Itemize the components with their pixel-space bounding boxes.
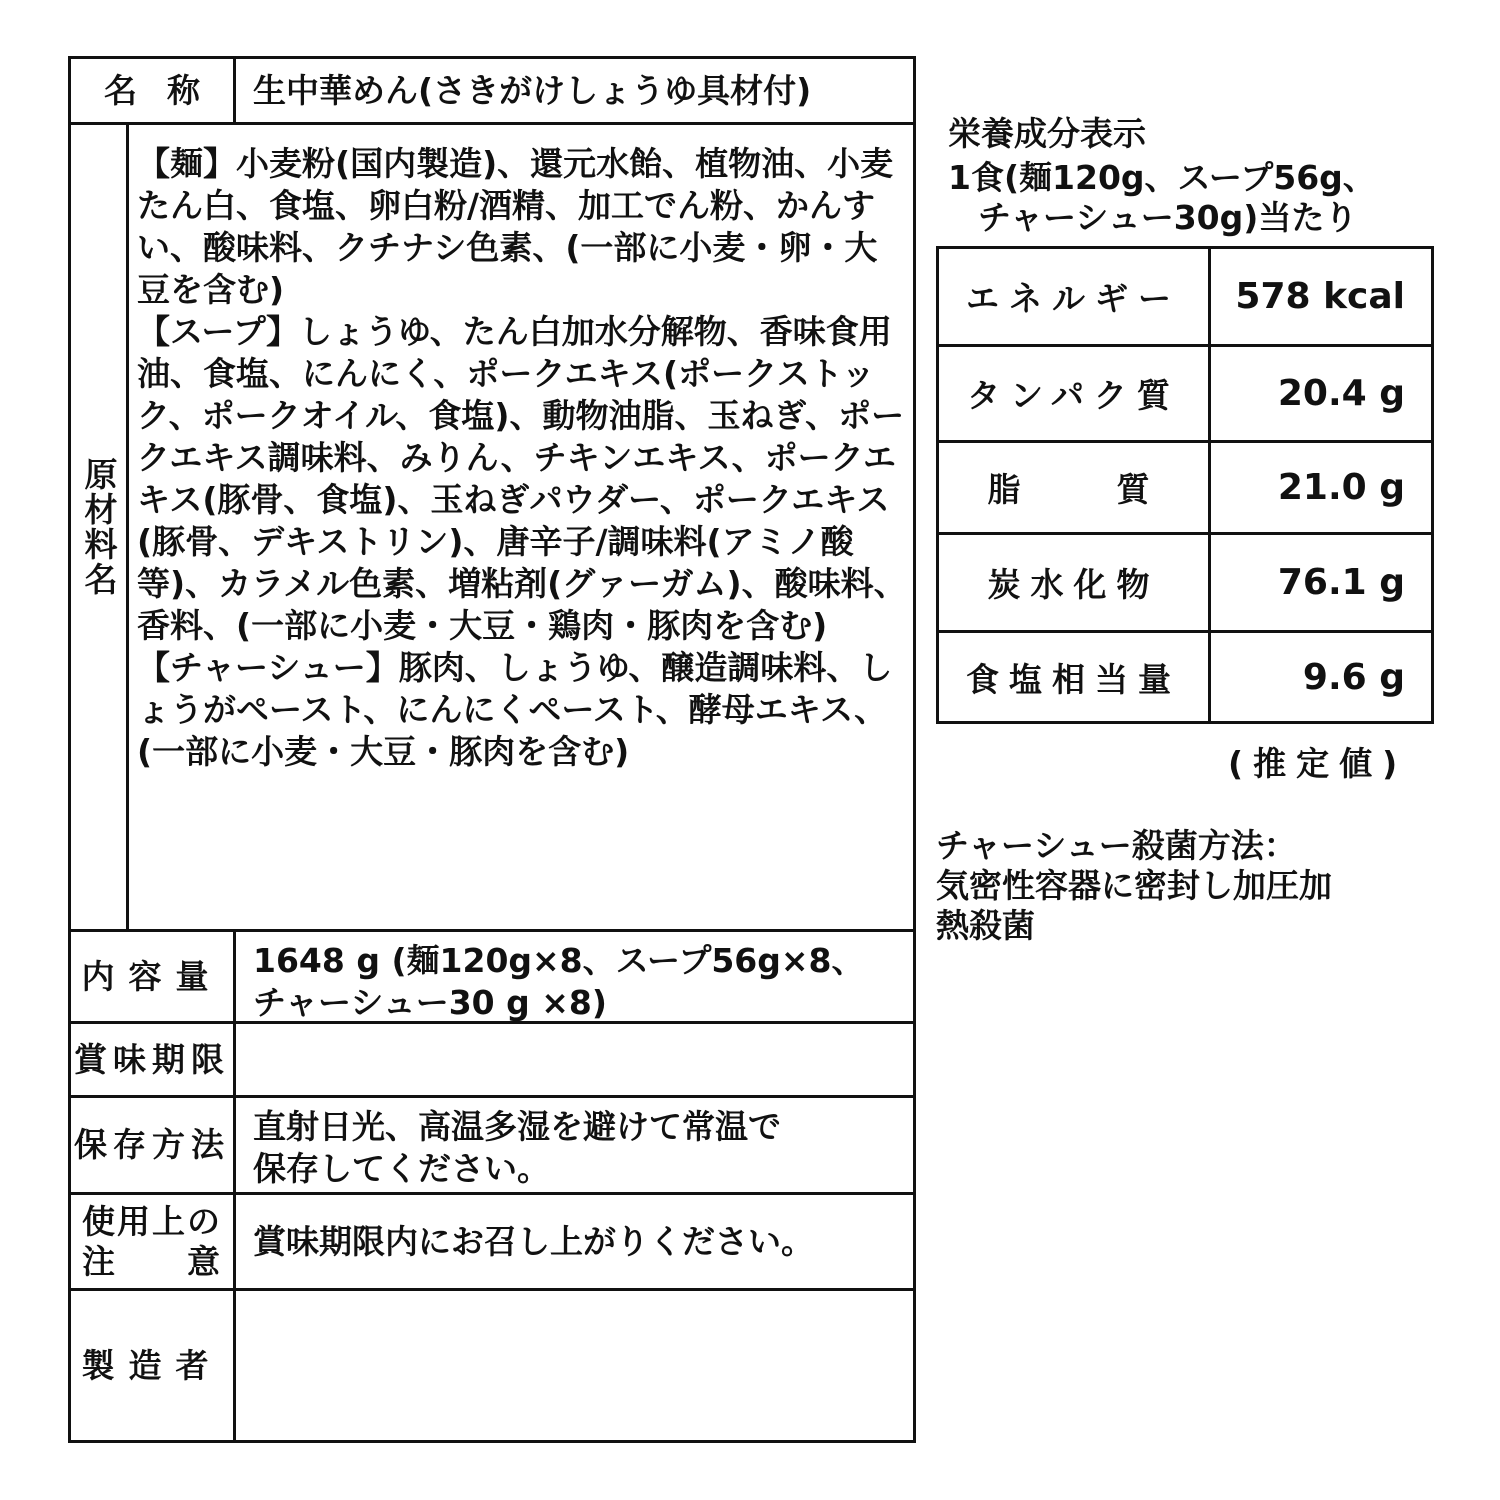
nutrition-label-energy: エネルギー: [939, 249, 1211, 344]
storage-row: [71, 1098, 913, 1195]
best-before-value: [253, 1024, 905, 1095]
caution-heading: [71, 1195, 236, 1288]
nutrition-value-protein: 20.4 g: [1277, 373, 1405, 414]
ingredients-chashu: 【チャーシュー】豚肉、しょうゆ、醸造調味料、しょうがペースト、にんにくペースト、酵母エキス、(一部に小麦・大豆・豚肉を含む): [137, 648, 893, 771]
nutrition-label-carbohydrate: 炭水化物: [939, 535, 1211, 630]
name-row: [71, 59, 913, 125]
quantity-row: [71, 932, 913, 1024]
caution-value: 賞味期限内にお召し上がりください。: [253, 1221, 814, 1261]
quantity-line-2: チャーシュー30 g ×8): [253, 983, 607, 1022]
quantity-value: [253, 940, 905, 1021]
nutrition-label-protein: タンパク質: [939, 347, 1211, 440]
maker-row: [71, 1291, 913, 1440]
ingredients-text: [137, 143, 907, 929]
caution-heading-line-1: 使用上の: [82, 1201, 222, 1241]
nutrition-basis-line-1: 1食(麺120g、スープ56g、: [948, 158, 1376, 197]
storage-line-1: 直射日光、高温多湿を避けて常温で: [253, 1107, 781, 1146]
best-before-row: [71, 1024, 913, 1098]
storage-heading: 保存方法: [71, 1098, 236, 1192]
nutrition-row: [939, 535, 1431, 633]
quantity-heading: 内容量: [71, 932, 236, 1021]
chashu-note-line-1: チャーシュー殺菌方法：: [936, 826, 1297, 865]
nutrition-value-fat: 21.0 g: [1277, 467, 1405, 508]
nutrition-table: [936, 246, 1434, 724]
nutrition-row: [939, 633, 1431, 721]
quantity-line-1: 1648 g (麺120g×8、スープ56g×8、: [253, 941, 865, 980]
name-heading: 名称: [71, 59, 236, 122]
chashu-note-line-2: 気密性容器に密封し加圧加: [936, 866, 1332, 905]
nutrition-label-fat: 脂 質: [939, 443, 1211, 532]
nutrition-basis: [948, 158, 1418, 238]
nutrition-basis-line-2: チャーシュー30g)当たり: [978, 198, 1358, 237]
nutrition-label-salt: 食塩相当量: [939, 633, 1211, 721]
chashu-note-line-3: 熱殺菌: [936, 906, 1035, 945]
product-label-table: [68, 56, 916, 1443]
maker-value: [253, 1291, 905, 1440]
nutrition-title: 栄養成分表示: [948, 114, 1146, 153]
nutrition-row: [939, 443, 1431, 535]
best-before-heading: 賞味期限: [71, 1024, 236, 1095]
caution-row: [71, 1195, 913, 1291]
nutrition-value-carbohydrate: 76.1 g: [1277, 562, 1405, 603]
caution-heading-line-2: 注 意: [82, 1241, 222, 1281]
storage-line-2: 保存してください。: [253, 1149, 550, 1188]
ingredients-row: [71, 125, 913, 932]
nutrition-value-energy: 578 kcal: [1235, 276, 1405, 317]
nutrition-value-salt: 9.6 g: [1302, 656, 1405, 698]
ingredients-soup: 【スープ】しょうゆ、たん白加水分解物、香味食用油、食塩、にんにく、ポークエキス(ポークストック、ポークオイル、食塩)、動物油脂、玉ねぎ、ポークエキス調味料、みりん、チキンエキス、ポークエキス(豚骨、食塩)、玉ねぎパウダー、ポークエキス(豚骨、デキストリン)、唐辛子/調味料(アミノ酸等)、カラメル色素、増粘剤(グァーガム)、酸味料、香料、(一部に小麦・大豆・鶏肉・豚肉を含む): [137, 312, 907, 645]
chashu-sterilization-note: [936, 826, 1416, 946]
maker-heading: 製造者: [71, 1291, 236, 1440]
ingredients-heading: 原材料名: [71, 125, 129, 929]
product-name: 生中華めん(さきがけしょうゆ具材付): [253, 70, 812, 110]
ingredients-noodle: 【麺】小麦粉(国内製造)、還元水飴、植物油、小麦たん白、食塩、卵白粉/酒精、加工でん粉、かんすい、酸味料、クチナシ色素、(一部に小麦・卵・大豆を含む): [137, 144, 894, 309]
estimate-note: (推定値): [1228, 744, 1408, 783]
nutrition-row: [939, 249, 1431, 347]
nutrition-row: [939, 347, 1431, 443]
storage-value: [253, 1106, 905, 1192]
